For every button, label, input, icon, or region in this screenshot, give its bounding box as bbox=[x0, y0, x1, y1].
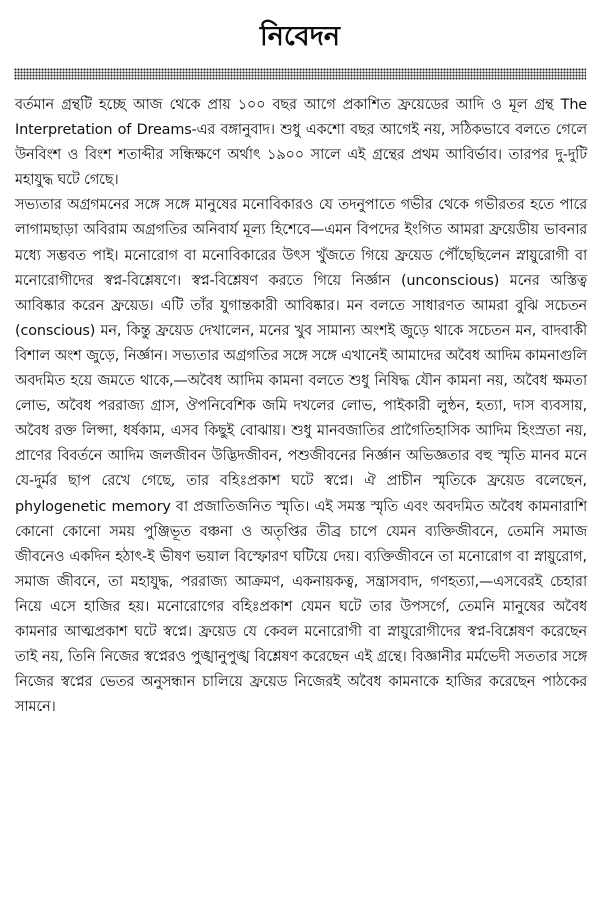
paragraph-1: বর্তমান গ্রন্থটি হচ্ছে আজ থেকে প্রায় ১০০ বছর আগে প্রকাশিত ফ্রয়েডের আদি ও মূল গ্রন্থ The Interpretation of Dreams-এর বঙ্গানুবাদ। শুধু একশো বছর আগেই নয়, সঠিকভাবে বলতে গেলে উনবিংশ ও বিংশ শতাব্দীর সন্ধিক্ষণে অর্থাৎ ১৯০০ সালে এই গ্রন্থের প্রথম আবির্ভাব। তারপর দু-দুটি মহাযুদ্ধ ঘটে গেছে। bbox=[15, 97, 587, 189]
paragraph-2: সভ্যতার অগ্রগমনের সঙ্গে সঙ্গে মানুষের মনোবিকারও যে তদনুপাতে গভীর থেকে গভীরতর হতে পারে লাগামছাড়া অবিরাম অগ্রগতির অনিবার্য মূল্য হিশেবে—এমন বিপদের ইংগিত আমরা ফ্রয়েডীয় ভাবনার মধ্যে সম্ভবত পাই। মনোরোগ বা মনোবিকারের উৎস খুঁজতে গিয়ে ফ্রয়েড পৌঁছেছিলেন স্নায়ুরোগী বা মনোরোগীদের স্বপ্ন-বিশ্লেষণে। স্বপ্ন-বিশ্লেষণ করতে গিয়ে নির্জ্ঞান (unconscious) মনের অস্তিত্ব আবিষ্কার করেন ফ্রয়েড। এটি তাঁর যুগান্তকারী আবিষ্কার। মন বলতে সাধারণত আমরা বুঝি সচেতন (conscious) মন, কিন্তু ফ্রয়েড দেখালেন, মনের খুব সামান্য অংশই জুড়ে থাকে সচেতন মন, বাদবাকী বিশাল অংশ জুড়ে, নির্জ্ঞান। সভ্যতার অগ্রগতির সঙ্গে সঙ্গে এখানেই আমাদের অবৈধ আদিম কামনাগুলি অবদমিত হয়ে জমতে থাকে,—অবৈধ আদিম কামনা বলতে শুধু নিষিদ্ধ যৌন কামনা নয়, অবৈধ ক্ষমতা লোভ, অবৈধ পররাজ্য গ্রাস, ঔপনিবেশিক জমি দখলের লোভ, পাইকারী লুন্ঠন, হত্যা, দাস ব্যবসায়, অবৈধ রক্ত লিপ্সা, ধর্ষকাম, এসব কিছুই বোঝায়। শুধু মানবজাতির প্রাগৈতিহাসিক আদিম হিংস্রতা নয়, প্রাণের বিবর্তনে আদিম জলজীবন উদ্ভিদজীবন, পশুজীবনের নির্জ্ঞান অভিজ্ঞতার বহু স্মৃতি মানব মনে যে-দুর্মর ছাপ রেখে গেছে, তার বহিঃপ্রকাশ ঘটে স্বপ্নে। ঐ প্রাচীন স্মৃতিকে ফ্রয়েড বলেছেন, phylogenetic memory বা প্রজাতিজনিত স্মৃতি। এই সমস্ত স্মৃতি এবং অবদমিত অবৈধ কামনারাশি কোনো কোনো সময় পুঞ্জিভূত বঞ্চনা ও অতৃপ্তির তীব্র চাপে যেমন ব্যক্তিজীবনে, তেমনি সমাজ জীবনেও একদিন হঠাৎ-ই ভীষণ ভয়াল বিস্ফোরণ ঘটিয়ে দেয়। ব্যক্তিজীবনে তা মনোরোগ বা স্নায়ুরোগ, সমাজ জীবনে, তা মহাযুদ্ধ, পররাজ্য আক্রমণ, একনায়কত্ব, সন্ত্রাসবাদ, গণহত্যা,—এসবেরই চেহারা নিয়ে এসে হাজির হয়। মনোরোগের বহিঃপ্রকাশ যেমন ঘটে তার উপসর্গে, তেমনি মানুষের অবৈধ কামনার আত্মপ্রকাশ ঘটে স্বপ্নে। ফ্রয়েড যে কেবল মনোরোগী বা স্নায়ুরোগীদের স্বপ্ন-বিশ্লেষণ করেছেন তাই নয়, তিনি নিজের স্বপ্নেরও পুঙ্খানুপুঙ্খ বিশ্লেষণ করেছেন এই গ্রন্থে। বিজ্ঞানীর মর্মভেদী সততার সঙ্গে নিজের স্বপ্নের ভেতর অনুসন্ধান চালিয়ে ফ্রয়েড নিজেরই অবৈধ কামনাকে হাজির করেছেন পাঠকের সামনে। bbox=[15, 197, 587, 716]
document-title: নিবেদন bbox=[259, 21, 341, 52]
document-body bbox=[15, 93, 587, 720]
dotted-divider bbox=[14, 68, 586, 80]
